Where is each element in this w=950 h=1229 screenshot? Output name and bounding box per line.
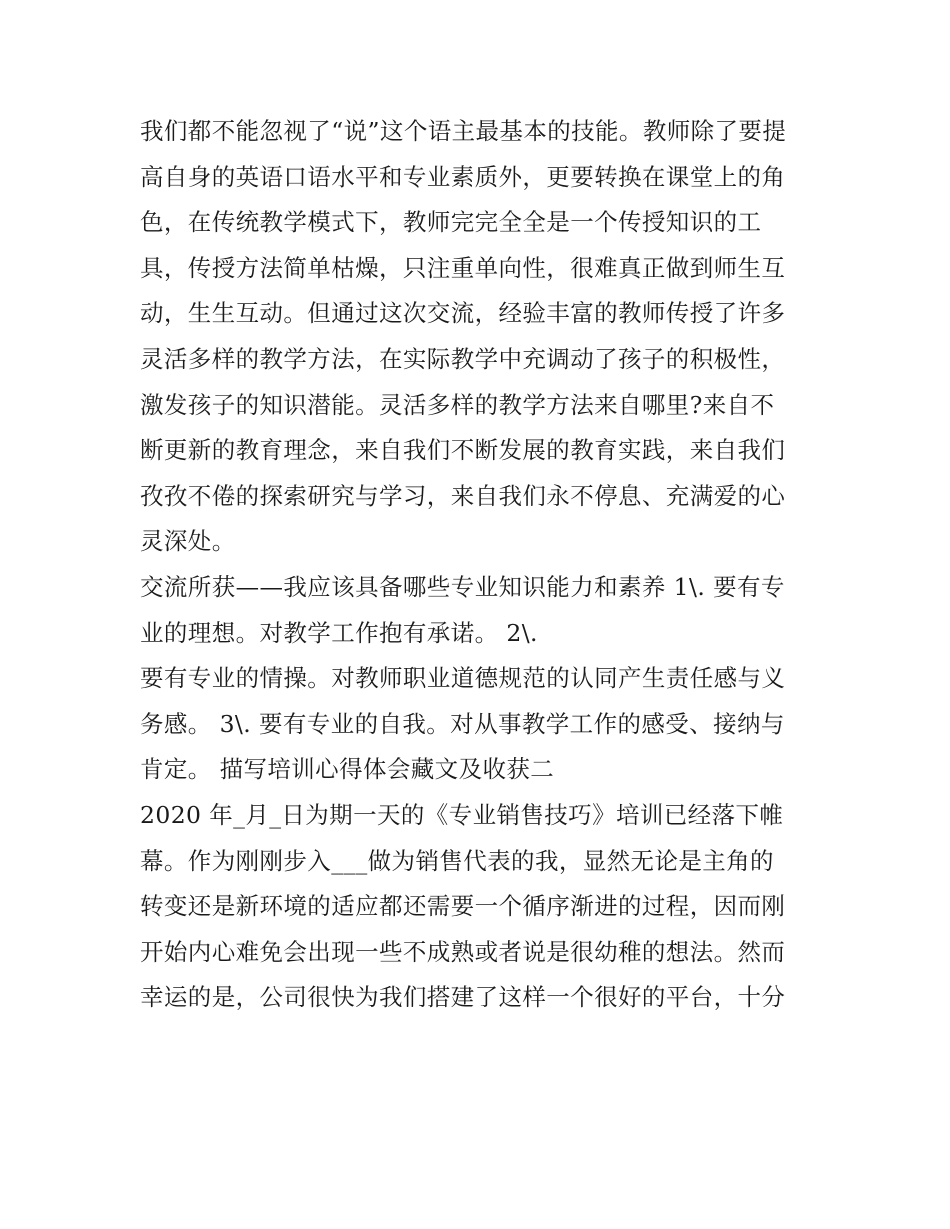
text-line: 肯定。 描写培训心得体会藏文及收获二 — [140, 755, 555, 784]
text-line: 务感。 3\. 要有专业的自我。对从事教学工作的感受、接纳与 — [140, 709, 785, 738]
text-line: 高自身的英语口语水平和专业素质外，更要转换在课堂上的角 — [140, 162, 786, 191]
text-line: 色，在传统教学模式下，教师完完全全是一个传授知识的工 — [140, 208, 762, 237]
text-line: 灵深处。 — [140, 527, 236, 556]
text-line: 灵活多样的教学方法，在实际教学中充调动了孩子的积极性， — [140, 344, 786, 373]
body-text — [140, 109, 830, 1021]
text-line: 要有专业的情操。对教师职业道德规范的认同产生责任感与义 — [140, 664, 786, 693]
text-line: 我们都不能忽视了“说”这个语主最基本的技能。教师除了要提 — [140, 117, 787, 145]
text-line: 幕。作为刚刚步入___做为销售代表的我，显然无论是主角的 — [140, 846, 774, 875]
text-line: 转变还是新环境的适应都还需要一个循序渐进的过程，因而刚 — [140, 892, 786, 921]
text-line: 交流所获——我应该具备哪些专业知识能力和素养 1\. 要有专 — [140, 572, 785, 601]
text-line: 断更新的教育理念，来自我们不断发展的教育实践，来自我们 — [140, 436, 786, 465]
text-line: 开始内心难免会出现一些不成熟或者说是很幼稚的想法。然而 — [140, 937, 786, 966]
text-line: 孜孜不倦的探索研究与学习，来自我们永不停息、充满爱的心 — [140, 481, 786, 510]
text-line: 激发孩子的知识潜能。灵活多样的教学方法来自哪里?来自不 — [140, 390, 775, 419]
text-line: 具，传授方法简单枯燥，只注重单向性，很难真正做到师生互 — [140, 253, 786, 282]
text-line: 动，生生互动。但通过这次交流，经验丰富的教师传授了许多 — [140, 299, 786, 328]
text-line: 业的理想。对教学工作抱有承诺。 2\. — [140, 618, 538, 647]
text-line: 2020 年_月_日为期一天的《专业销售技巧》培训已经落下帷 — [140, 800, 784, 829]
text-line: 幸运的是，公司很快为我们搭建了这样一个很好的平台，十分 — [140, 983, 786, 1012]
